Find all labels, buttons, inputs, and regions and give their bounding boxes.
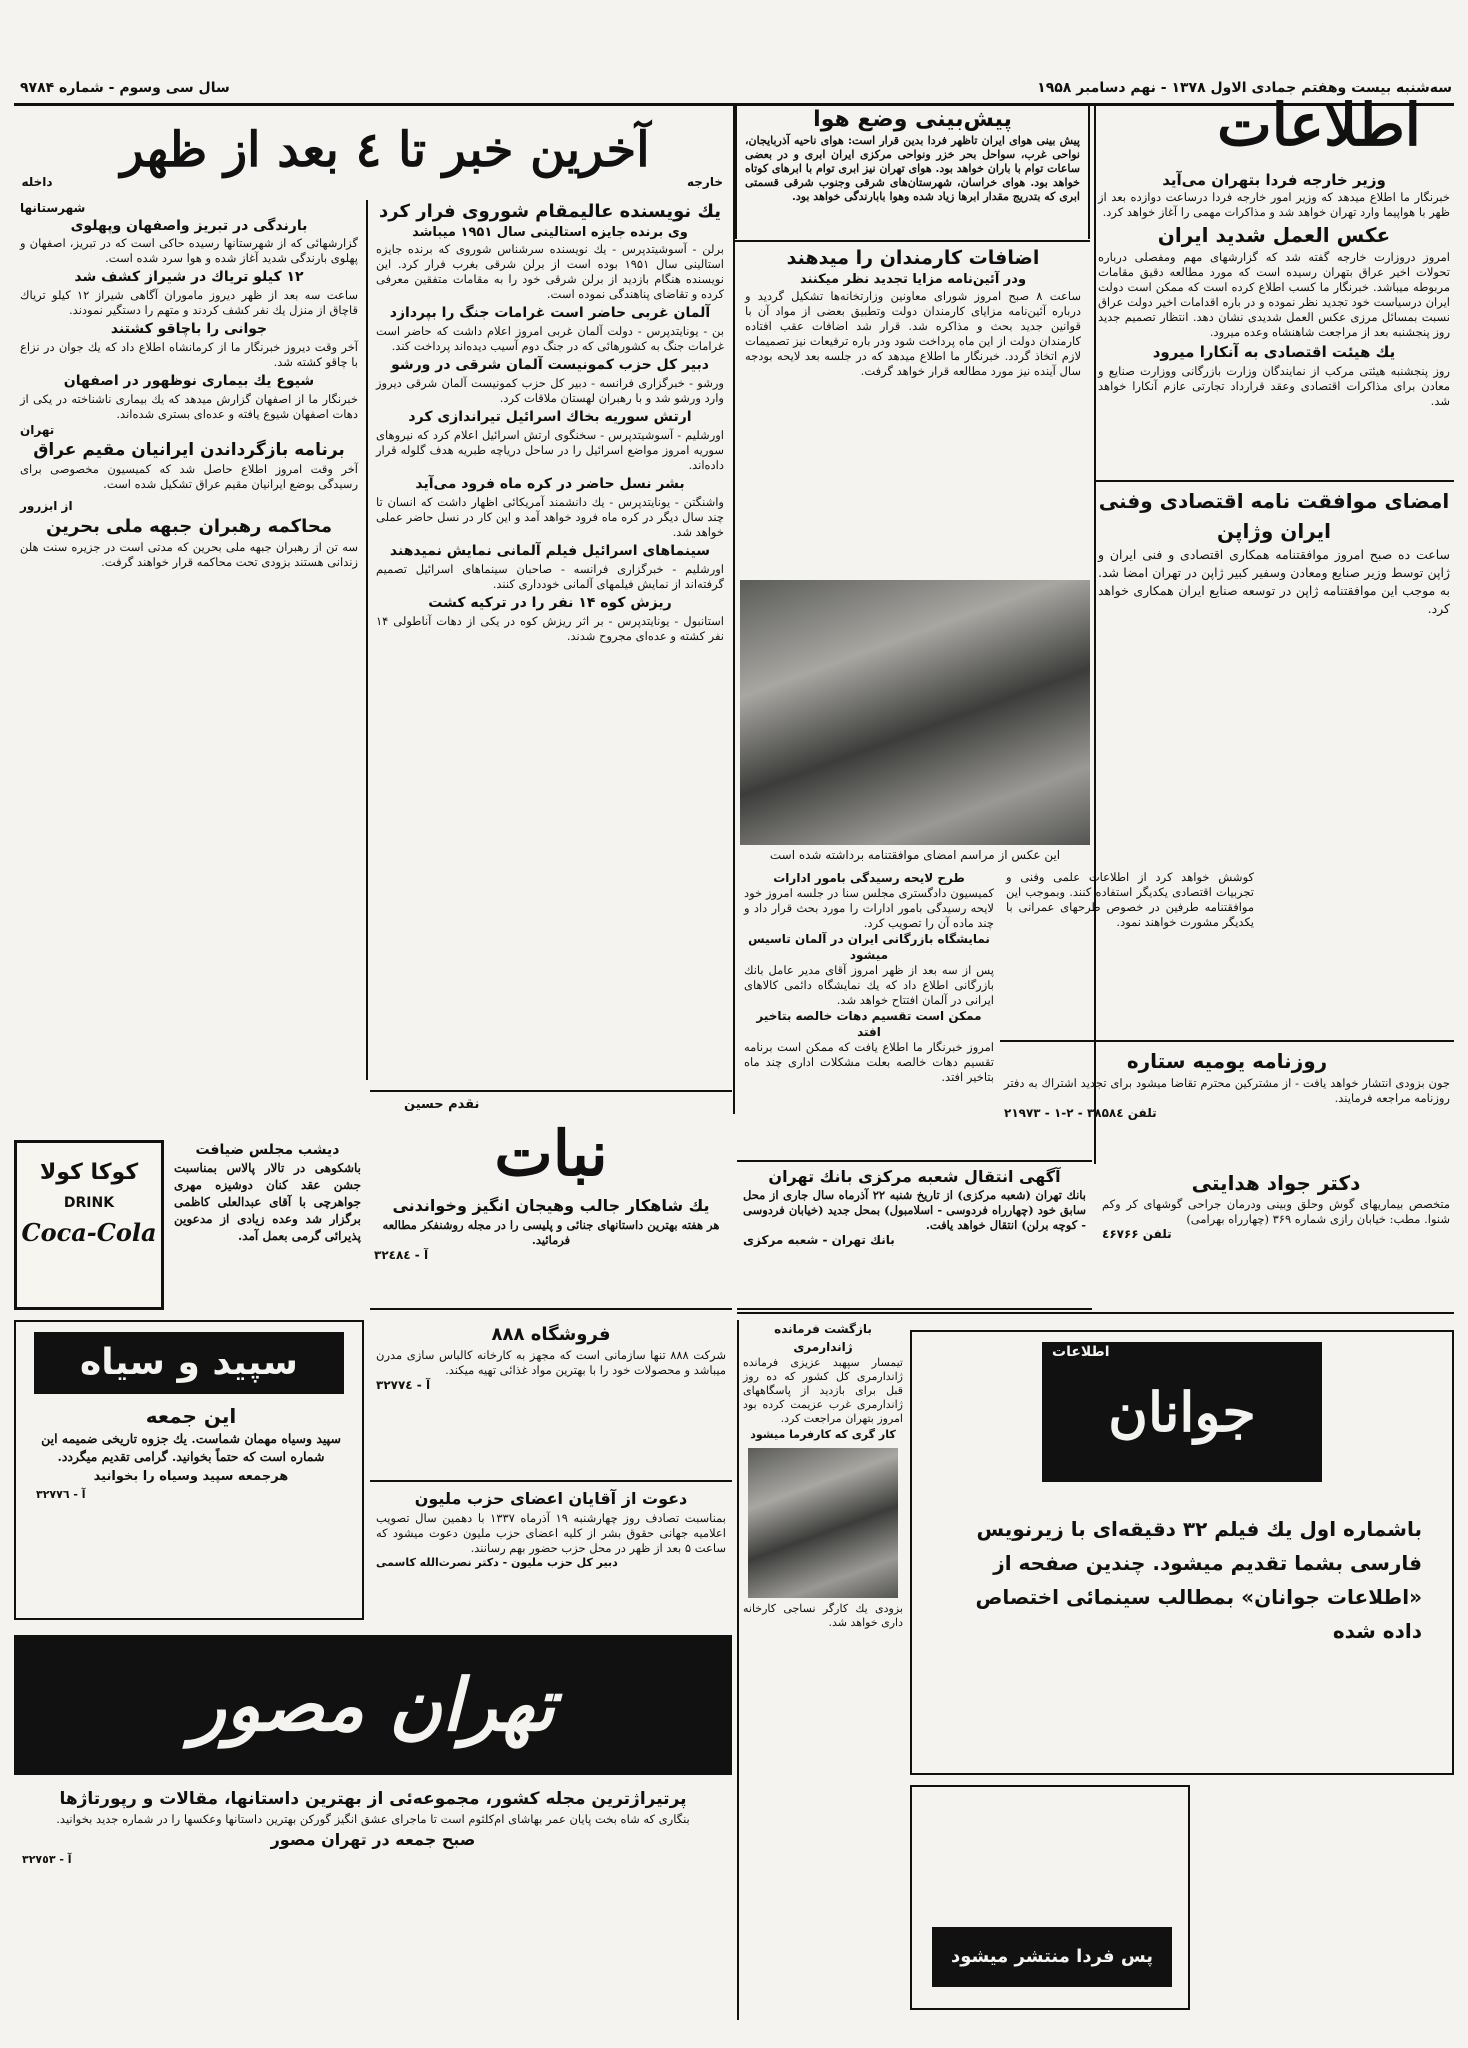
publish-text: پس فردا منتشر میشود bbox=[932, 1927, 1172, 1987]
bank-ad bbox=[737, 1160, 1092, 1310]
gendarmerie-news bbox=[737, 1320, 907, 2020]
right-headline-1: وزیر خارجه فردا بتهران می‌آید bbox=[1162, 171, 1386, 189]
mid-subhead-1: ودر آئین‌نامه مزایا تجدید نظر میکنند bbox=[799, 272, 1027, 287]
domestic-section-2: تهران bbox=[20, 423, 55, 437]
tehran-mosavar-tagline: پرتیراژترین مجله کشور، مجموعه‌ئی از بهترین داستانها، مقالات و رپورتاژها bbox=[59, 1789, 687, 1809]
foreign-text-7: استانبول - یونایتدپرس - بر اثر ریزش کوه در یکی از دهات آناطولی ۱۴ نفر کشته و عده‌ای مجروح شدند. bbox=[376, 614, 724, 643]
doctor-ad bbox=[1098, 1165, 1454, 1310]
domestic-news bbox=[14, 200, 364, 1130]
doctor-phone: تلفن ٤۶۷۶۶ bbox=[1102, 1227, 1172, 1241]
cocacola-ad bbox=[14, 1140, 164, 1310]
foreign-headline-4: ارتش سوریه بخاك اسرائیل تیراندازی کرد bbox=[408, 409, 692, 425]
javanan-ad bbox=[910, 1330, 1454, 1775]
weather-body: پیش بینی هوای ایران تاظهر فردا بدین قرار است: هوای ناحیه آذربایجان، نواحی غرب، سواحل بحر خزر ونواحی مرکزی ایران ابری و در بعضی ساعات توام با باران خواهد بود. هوای تهران نیز ابری توام با ابرهای کوتاه خواهد بود. هوای خراسان، شهرستان‌های شرقی وجنوب شرقی قسمتی ابری که بتدریج مقدار ابرها زیاد شده وهوا بابارندگی خواهد بود. bbox=[745, 134, 1080, 203]
foreign-news bbox=[370, 200, 730, 1080]
issue-line: سال سی وسوم - شماره ۹۷۸۴ bbox=[20, 80, 230, 96]
tehran-mosavar-ref: آ - ۳۲۷٥٣ bbox=[22, 1853, 72, 1866]
economy-text-left: کوشش خواهد کرد از اطلاعات علمی وفنی و تجربیات اقتصادی یکدیگر استفاده کنند. وبموجب این موافقتنامه طرفین در خصوص طرحهای عمرانی با یکدیگر مشورت خواهند نمود. bbox=[1006, 870, 1254, 929]
nebat-subtitle: نقدم حسین bbox=[404, 1097, 480, 1112]
doctor-text: متخصص بیماریهای گوش وحلق وبینی ودرمان جراحی گوشهای کر وکم شنوا. مطب: خیابان رازی شماره ۳۶۹ (چهارراه بهرامی) bbox=[1102, 1197, 1450, 1226]
tehran-mosavar-text: بنگاری که شاه بخت پایان عمر بهاشای ام‌کلثوم است تا ماجرای عشق انگیز گورکن بهترین داستانها وعکسها را در شماره جدید بخوانید. bbox=[56, 1812, 690, 1826]
foreign-headline-1: یك نویسنده عالیمقام شوروی فرار کرد bbox=[379, 201, 721, 222]
worker-photo bbox=[748, 1448, 898, 1598]
store-ref: آ - ۳۲۷۷٤ bbox=[376, 1378, 431, 1392]
foreign-headline-7: ریزش کوه ۱۴ نفر را در ترکیه کشت bbox=[428, 595, 672, 611]
cocacola-brand: Coca-Cola bbox=[21, 1218, 157, 1247]
right-headline-2: عکس العمل شدید ایران bbox=[1157, 223, 1391, 247]
domestic-text-2: ساعت سه بعد از ظهر دیروز ماموران آگاهی شیراز ۱۲ کیلو تریاك قاچاق از منزل یك نفر کشف کردند و متهم را دستگیر نمودند. bbox=[20, 288, 359, 317]
foreign-text-2: بن - یونایتدپرس - دولت آلمان غربی امروز اعلام داشت که حاضر است غرامات جنگ به کشورهائی که در جنگ دوم آسیب دیده‌اند پرداخت کند. bbox=[376, 324, 724, 353]
invite-notice bbox=[370, 1485, 732, 1615]
store-ad bbox=[370, 1320, 732, 1480]
domestic-headline-6: محاکمه رهبران جبهه ملی بحرین bbox=[45, 516, 333, 537]
domestic-section-3: از ابزرور bbox=[20, 499, 73, 513]
mid-lower-headline-1: طرح لایحه رسیدگی بامور ادارات bbox=[773, 871, 965, 885]
gendarmerie-headline-2: کار گری که کارفرما میشود bbox=[750, 1428, 896, 1441]
mid-text-1: ساعت ۸ صبح امروز شورای معاونین وزارتخانه‌ها تشکیل گردید و درباره آئین‌نامه مزایای کارمندان دولت وتطبیق بعضی از مواد آن با قوانین جدید بحث و مذاکره شد. قرار شد اضافات عقب افتاده کارمندان دولت از این ماه پرداخت شود ودر باره ترفیعات نیز تصمیمات لازم اتخاذ گردد. خبرنگار ما اطلاع میدهد که در جلسه بعد لایحه بودجه سال آینده نیز مورد مطالعه قرار خواهد گرفت. bbox=[745, 289, 1081, 378]
bank-footer: بانك تهران - شعبه مرکزی bbox=[743, 1233, 895, 1247]
star-newspaper bbox=[1000, 1040, 1454, 1160]
store-headline: فروشگاه ۸۸۸ bbox=[491, 1324, 611, 1345]
invite-text: بمناسبت تصادف روز چهارشنبه ۱۹ آذرماه ۱۳۳۷ با دهمین سال تصویب اعلامیه جهانی حقوق بشر از کلیه اعضای حزب ملیون دعوت میشود که ساعت ۵ بعد از ظهر در محل حزب حضور بهم رسانند. bbox=[376, 1511, 726, 1555]
invite-headline: دعوت از آقایان اعضای حزب ملیون bbox=[414, 1489, 688, 1508]
mid-lower-text-3: امروز خبرنگار ما اطلاع یافت که ممکن است برنامه تقسیم دهات خالصه بعلت مشکلات اداری چند ماه بتاخیر افتد. bbox=[744, 1040, 994, 1084]
reception-headline: دیشب مجلس ضیافت bbox=[195, 1142, 340, 1158]
nebat-title: نبات bbox=[494, 1117, 608, 1190]
invite-ref: دبیر کل حزب ملیون - دکتر نصرت‌الله کاسمی bbox=[376, 1556, 618, 1569]
foreign-headline-3: دبیر کل حزب کمونیست آلمان شرقی در ورشو bbox=[391, 357, 709, 373]
right-news bbox=[1094, 170, 1454, 470]
banner-right-tag: خارجه bbox=[687, 175, 723, 189]
domestic-headline-4: شیوع یك بیماری نوظهور در اصفهان bbox=[63, 373, 315, 389]
foreign-text-3: ورشو - خبرگزاری فرانسه - دبیر کل حزب کمونیست آلمان شرقی دیروز وارد ورشو شد و با رهبران لهستان ملاقات کرد. bbox=[376, 376, 724, 405]
store-rule bbox=[370, 1480, 732, 1482]
tehran-mosavar-footer: صبح جمعه در تهران مصور bbox=[270, 1830, 476, 1849]
foreign-text-4: اورشلیم - آسوشیتدپرس - سخنگوی ارتش اسرائیل اعلام کرد که نیروهای سوریه امروز مواضع اسرائیل را در ساحل دریاچه طبریه هدف گلوله قرار داده‌اند. bbox=[376, 428, 724, 472]
sepid-friday: این جمعه bbox=[145, 1404, 237, 1428]
domestic-headline-2: ۱۲ کیلو تریاك در شیراز کشف شد bbox=[74, 269, 304, 285]
photo-caption: این عکس از مراسم امضای موافقتنامه برداشته شده است bbox=[769, 848, 1061, 862]
mid-lower-news bbox=[740, 870, 998, 1110]
javanan-title: جوانان bbox=[1108, 1380, 1256, 1444]
weather-title: پیش‌بینی وضع هوا bbox=[813, 107, 1012, 132]
nebat-ref: آ - ۳۲٤۸٤ bbox=[374, 1248, 429, 1262]
foreign-headline-6: سینماهای اسرائیل فیلم آلمانی نمایش نمیدهند bbox=[389, 543, 711, 559]
banner-left-tag: داخله bbox=[21, 175, 53, 189]
mid-lower-headline-3: ممکن است تقسیم دهات خالصه بتاخیر افتد bbox=[756, 1009, 982, 1039]
foreign-col-rule bbox=[366, 200, 368, 1080]
domestic-text-5: آخر وقت امروز اطلاع حاصل شد که کمیسیون مخصوصی برای رسیدگی بوضع ایرانیان مقیم عراق تشکیل شده است. bbox=[20, 462, 358, 491]
sepid-title: سپید و سیاه bbox=[34, 1332, 344, 1394]
gendarmerie-caption: بزودی یك کارگر نساجی کارخانه داری خواهد شد. bbox=[743, 1602, 903, 1629]
sepid-text: سپید وسیاه مهمان شماست. یك جزوه تاریخی ضمیمه این شماره است که حتماً بخوانید. گرامی تقدیم میگردد. bbox=[41, 1431, 341, 1464]
tehran-mosavar-title: تهران مصور bbox=[14, 1635, 732, 1775]
sepid-ad bbox=[14, 1320, 364, 1620]
weather-rule bbox=[735, 240, 1090, 242]
nebat-line: یك شاهکار جالب وهیجان انگیز وخواندنی bbox=[392, 1196, 710, 1215]
economy-headline: امضای موافقت نامه اقتصادی وفنی ایران وژاپن bbox=[1098, 489, 1450, 543]
cocacola-drink: DRINK bbox=[63, 1195, 115, 1211]
banner-title: آخرین خبر تا ٤ بعد از ظهر bbox=[120, 122, 650, 178]
domestic-headline-1: بارندگی در تبریز واصفهان وپهلوی bbox=[70, 218, 308, 234]
doctor-rule bbox=[737, 1312, 1454, 1314]
foreign-text-1: برلن - آسوشیتدپرس - یك نویسنده سرشناس شوروی که برنده جایزه استالینی سال ۱۹۵۱ بوده است از برلن شرقی بغرب فرار کرد. این نویسنده هنگام بازدید از برلن شرقی خود را به مقامات متفقین معرفی کرده و تقاضای پناهندگی نموده است. bbox=[376, 242, 725, 301]
domestic-headline-3: جوانی را باچاقو کشتند bbox=[110, 321, 268, 337]
nebat-text: هر هفته بهترین داستانهای جنائی و پلیسی را در مجله روشنفکر مطالعه فرمائید. bbox=[382, 1218, 720, 1247]
economy-rule bbox=[1094, 480, 1454, 482]
right-text-1: خبرنگار ما اطلاع میدهد که وزیر امور خارجه فردا درساعت دوازده بعد از ظهر با هواپیما وارد تهران خواهد شد و مذاکرات مهمی را آغاز خواهد کرد. bbox=[1098, 190, 1450, 219]
sepid-tail: هرجمعه سپید وسیاه را بخوانید bbox=[93, 1469, 289, 1484]
domestic-section: شهرستانها bbox=[20, 201, 86, 215]
mid-headline-1: اضافات کارمندان را میدهند bbox=[786, 247, 1040, 269]
domestic-headline-5: برنامه بازگرداندن ایرانیان مقیم عراق bbox=[33, 440, 345, 460]
store-text: شرکت ۸۸۸ تنها سازمانی است که مجهز به کارخانه کالباس سازی مدرن میباشد و محصولات خود را با بهترین مواد غذائی تهیه میکند. bbox=[376, 1348, 726, 1377]
foreign-headline-5: بشر نسل حاضر در کره ماه فرود می‌آید bbox=[415, 476, 685, 492]
star-phone: تلفن ۳۸۵۸٤ - ۲-۱ - ۲۱۹۷۳ bbox=[1004, 1106, 1157, 1120]
reception-text: باشکوهی در تالار پالاس بمناسبت جشن عقد کنان دوشیزه مهری جواهرچی با آقای عبدالعلی کاظمی برگزار شد وعده زیادی از مدعوین پذیرائی گرمی بعمل آمد. bbox=[174, 1161, 361, 1243]
javanan-box bbox=[1042, 1342, 1322, 1482]
tehran-mosavar-ad bbox=[14, 1780, 732, 2020]
star-headline: روزنامه یومیه ستاره bbox=[1126, 1049, 1328, 1073]
mid-lower-headline-2: نمایشگاه بازرگانی ایران در آلمان تاسیس میشود bbox=[748, 932, 990, 962]
foreign-text-6: اورشلیم - خبرگزاری فرانسه - صاحبان سینماهای اسرائیل تصمیم گرفته‌اند از نمایش فیلمهای آلمانی خودداری کنند. bbox=[376, 562, 724, 591]
domestic-text-3: آخر وقت دیروز خبرنگار ما از کرمانشاه اطلاع داد که یك جوان در نزاع با چاقو کشته شد. bbox=[20, 340, 358, 369]
cocacola-fa: کوکا کولا bbox=[39, 1160, 139, 1185]
domestic-text-4: خبرنگار ما از اصفهان گزارش میدهد که یك بیماری ناشناخته در یکی از دهات اصفهان شیوع یافته و عده‌ای بستری شده‌اند. bbox=[20, 392, 358, 421]
right-text-3: روز پنجشنبه هیئتی مرکب از نمایندگان وزارت بازرگانی ووزارت صنایع و معادن برای مذاکرات اقتصادی وعقد قرارداد تجارتی عازم آنکارا خواهد شد. bbox=[1098, 364, 1450, 408]
domestic-text-6: سه تن از رهبران جبهه ملی بحرین که مدتی است در جزیره سنت هلن زندانی هستند بزودی تحت محاکمه قرار خواهند گرفت. bbox=[20, 540, 358, 569]
masthead-title: اطلاعات bbox=[1217, 91, 1421, 159]
mid-lower-text-2: پس از سه بعد از ظهر امروز آقای مدیر عامل بانك بازرگانی اطلاع داد که یك نمایشگاه دائمی کالاهای ایرانی در آلمان افتتاح خواهد شد. bbox=[744, 963, 994, 1007]
foreign-subhead-1: وی برنده جایزه استالینی سال ۱۹۵۱ میباشد bbox=[412, 225, 688, 240]
javanan-text: باشماره اول یك فیلم ۳۲ دقیقه‌ای با زیرنویس فارسی بشما تقدیم میشود. چندین صفحه از «اطلاعات جوانان» بمطالب سینمائی اختصاص داده شده bbox=[975, 1517, 1422, 1643]
mid-col-rule bbox=[733, 104, 735, 1114]
domestic-text-1: گزارشهائی که از شهرستانها رسیده حاکی است که در تبریز، اصفهان و پهلوی بارندگی شدید آغاز شده و هوا سرد شده است. bbox=[20, 236, 358, 265]
reception-news bbox=[170, 1140, 365, 1310]
signing-photo bbox=[740, 580, 1090, 845]
bank-headline: آگهی انتقال شعبه مرکزی بانك تهران bbox=[768, 1167, 1061, 1186]
weather-box bbox=[735, 104, 1090, 239]
right-text-2: امروز دروزارت خارجه گفته شد که گزارشهای مهم ومفصلی درباره تحولات اخیر عراق بتهران رسیده است که مورد مطالعه دقیق مقامات مربوطه میباشد. خبرنگار ما کسب اطلاع کرده است که ممکن است دولت ایران درسیاست خود تجدید نظر نموده و در باره اقدامات اخیر دولت عراق نسبت بمسائل مرزی عکس العمل شدیدی نشان دهد. انتظار تصمیم جدید روز پنجشنبه بعد از مراجعت شاهنشاه وعده میرود. bbox=[1098, 250, 1450, 339]
publish-ad bbox=[910, 1785, 1190, 2010]
gendarmerie-text: تیمسار سپهبد عزیزی فرمانده ژاندارمری کل کشور که ده روز قبل برای بازدید از پاسگاههای ژاندارمری غرب عزیمت کرده بود امروز بتهران مراجعت کرد. bbox=[743, 1356, 903, 1425]
foreign-headline-2: آلمان غربی حاضر است غرامات جنگ را بپردازد bbox=[389, 305, 711, 321]
right-headline-3: یك هیئت اقتصادی به آنکارا میرود bbox=[1152, 343, 1396, 361]
doctor-headline: دکتر جواد هدایتی bbox=[1191, 1171, 1361, 1195]
sepid-ref: آ - ۳۲۷۷٦ bbox=[36, 1488, 86, 1501]
gendarmerie-headline: بازگشت فرمانده ژاندارمری bbox=[774, 1322, 872, 1354]
bank-text: بانك تهران (شعبه مرکزی) از تاریخ شنبه ۲۲ آذرماه سال جاری از محل سابق خود (چهارراه فردوسی - اسلامبول) بمحل جدید (خیابان فردوسی - کوچه برلن) انتقال خواهد یافت. bbox=[743, 1188, 1086, 1232]
sepid-body bbox=[36, 1402, 346, 1612]
foreign-text-5: واشنگتن - یونایتدپرس - یك دانشمند آمریکائی اظهار داشت که انسان تا چند سال دیگر در کره ماه فرود خواهد آمد و این کار در نسل حاضر عملی خواهد شد. bbox=[376, 495, 724, 539]
date-line: سه‌شنبه بیست وهفتم جمادی الاول ۱۳۷۸ - نهم دسامبر ۱۹۵۸ bbox=[1037, 80, 1452, 96]
mid-news bbox=[737, 245, 1089, 565]
javanan-small: اطلاعات bbox=[1052, 1344, 1110, 1360]
star-text: جون بزودی انتشار خواهد یافت - از مشترکین محترم تقاضا میشود برای تجدید اشتراك به دفتر روزنامه مراجعه فرمایند. bbox=[1004, 1076, 1450, 1105]
mid-lower-text-1: کمیسیون دادگستری مجلس سنا در جلسه امروز خود لایحه رسیدگی بامور ادارات را مورد بحث قرار داد و چند ماده آن را تصویب کرد. bbox=[744, 886, 994, 930]
nebat-ad bbox=[370, 1090, 732, 1310]
economy-text: ساعت ده صبح امروز موافقتنامه همکاری اقتصادی و فنی ایران و ژاپن توسط وزیر صنایع ومعادن وسفیر کبیر ژاپن در تهران امضا شد. به موجب این موافقتنامه ژاپن در توسعه صنایع ایران همکاری خواهد کرد. bbox=[1098, 547, 1450, 616]
